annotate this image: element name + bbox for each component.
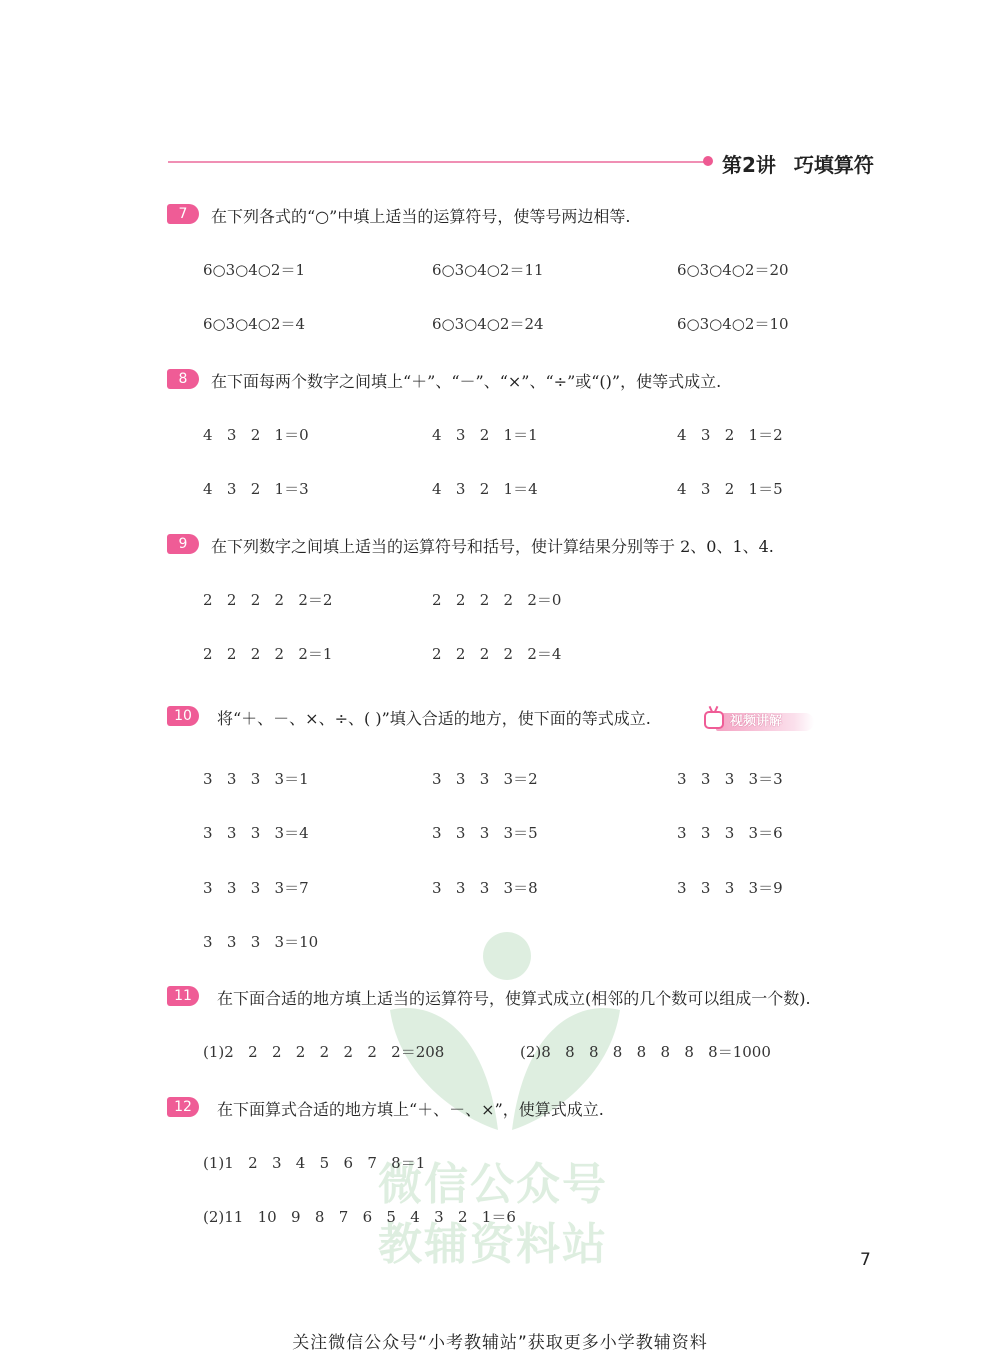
question-12-badge: 12 (167, 1097, 199, 1117)
question-9-badge: 9 (167, 534, 199, 554)
q9-equation-3: 2 2 2 2 2＝1 (203, 645, 333, 663)
q9-equation-1: 2 2 2 2 2＝2 (203, 591, 333, 609)
question-7-text: 在下列各式的“○”中填上适当的运算符号，使等号两边相等. (211, 207, 631, 226)
video-lesson-label: 视频讲解 (730, 714, 783, 729)
question-11-text: 在下面合适的地方填上适当的运算符号，使算式成立(相邻的几个数可以组成一个数). (217, 989, 811, 1008)
page-number: 7 (860, 1250, 871, 1270)
header-dot-icon (703, 156, 713, 166)
watermark-line2: 教辅资料站 (378, 1219, 608, 1270)
question-12-text: 在下面算式合适的地方填上“＋、－、×”，使算式成立. (217, 1100, 604, 1119)
q12-equation-2: (2)11 10 9 8 7 6 5 4 3 2 1＝6 (203, 1208, 516, 1226)
question-10-text: 将“＋、－、×、÷、( )”填入合适的地方，使下面的等式成立. (217, 709, 651, 728)
q9-equation-4: 2 2 2 2 2＝4 (432, 645, 562, 663)
q8-equation-2: 4 3 2 1＝1 (432, 426, 538, 444)
q7-equation-2: 6○3○4○2＝11 (432, 261, 544, 279)
q11-equation-1: (1)2 2 2 2 2 2 2 2＝208 (203, 1043, 445, 1061)
q10-equation-1: 3 3 3 3＝1 (203, 770, 309, 788)
video-lesson-button[interactable] (702, 708, 814, 734)
q7-equation-5: 6○3○4○2＝24 (432, 315, 544, 333)
q10-equation-7: 3 3 3 3＝7 (203, 879, 309, 897)
question-8-badge: 8 (167, 369, 199, 389)
footer-note: 关注微信公众号“小考教辅站”获取更多小学教辅资料 (292, 1333, 708, 1353)
q11-equation-2: (2)8 8 8 8 8 8 8 8＝1000 (520, 1043, 771, 1061)
q10-equation-8: 3 3 3 3＝8 (432, 879, 538, 897)
q12-equation-1: (1)1 2 3 4 5 6 7 8＝1 (203, 1154, 426, 1172)
q7-equation-3: 6○3○4○2＝20 (677, 261, 789, 279)
question-8-text: 在下面每两个数字之间填上“＋”、“－”、“×”、“÷”或“()”，使等式成立. (211, 372, 722, 391)
page-title (722, 149, 874, 178)
q10-equation-5: 3 3 3 3＝5 (432, 824, 538, 842)
q7-equation-6: 6○3○4○2＝10 (677, 315, 789, 333)
q7-equation-1: 6○3○4○2＝1 (203, 261, 305, 279)
q7-equation-4: 6○3○4○2＝4 (203, 315, 305, 333)
question-11-badge: 11 (167, 986, 199, 1006)
q8-equation-3: 4 3 2 1＝2 (677, 426, 783, 444)
question-9-text: 在下列数字之间填上适当的运算符号和括号，使计算结果分别等于 2、0、1、4. (211, 537, 774, 556)
q10-equation-3: 3 3 3 3＝3 (677, 770, 783, 788)
lecture-title: 巧填算符 (793, 153, 874, 177)
q8-equation-1: 4 3 2 1＝0 (203, 426, 309, 444)
q10-equation-9: 3 3 3 3＝9 (677, 879, 783, 897)
question-10-badge: 10 (167, 706, 199, 726)
q8-equation-4: 4 3 2 1＝3 (203, 480, 309, 498)
header-rule (168, 161, 708, 163)
tv-icon (704, 711, 724, 729)
question-7-badge: 7 (167, 204, 199, 224)
lecture-number: 第2讲 (722, 153, 776, 177)
q10-equation-4: 3 3 3 3＝4 (203, 824, 309, 842)
watermark-line1: 微信公众号 (378, 1159, 608, 1210)
q8-equation-6: 4 3 2 1＝5 (677, 480, 783, 498)
q8-equation-5: 4 3 2 1＝4 (432, 480, 538, 498)
q10-equation-10: 3 3 3 3＝10 (203, 933, 319, 951)
q10-equation-6: 3 3 3 3＝6 (677, 824, 783, 842)
q9-equation-2: 2 2 2 2 2＝0 (432, 591, 562, 609)
q10-equation-2: 3 3 3 3＝2 (432, 770, 538, 788)
